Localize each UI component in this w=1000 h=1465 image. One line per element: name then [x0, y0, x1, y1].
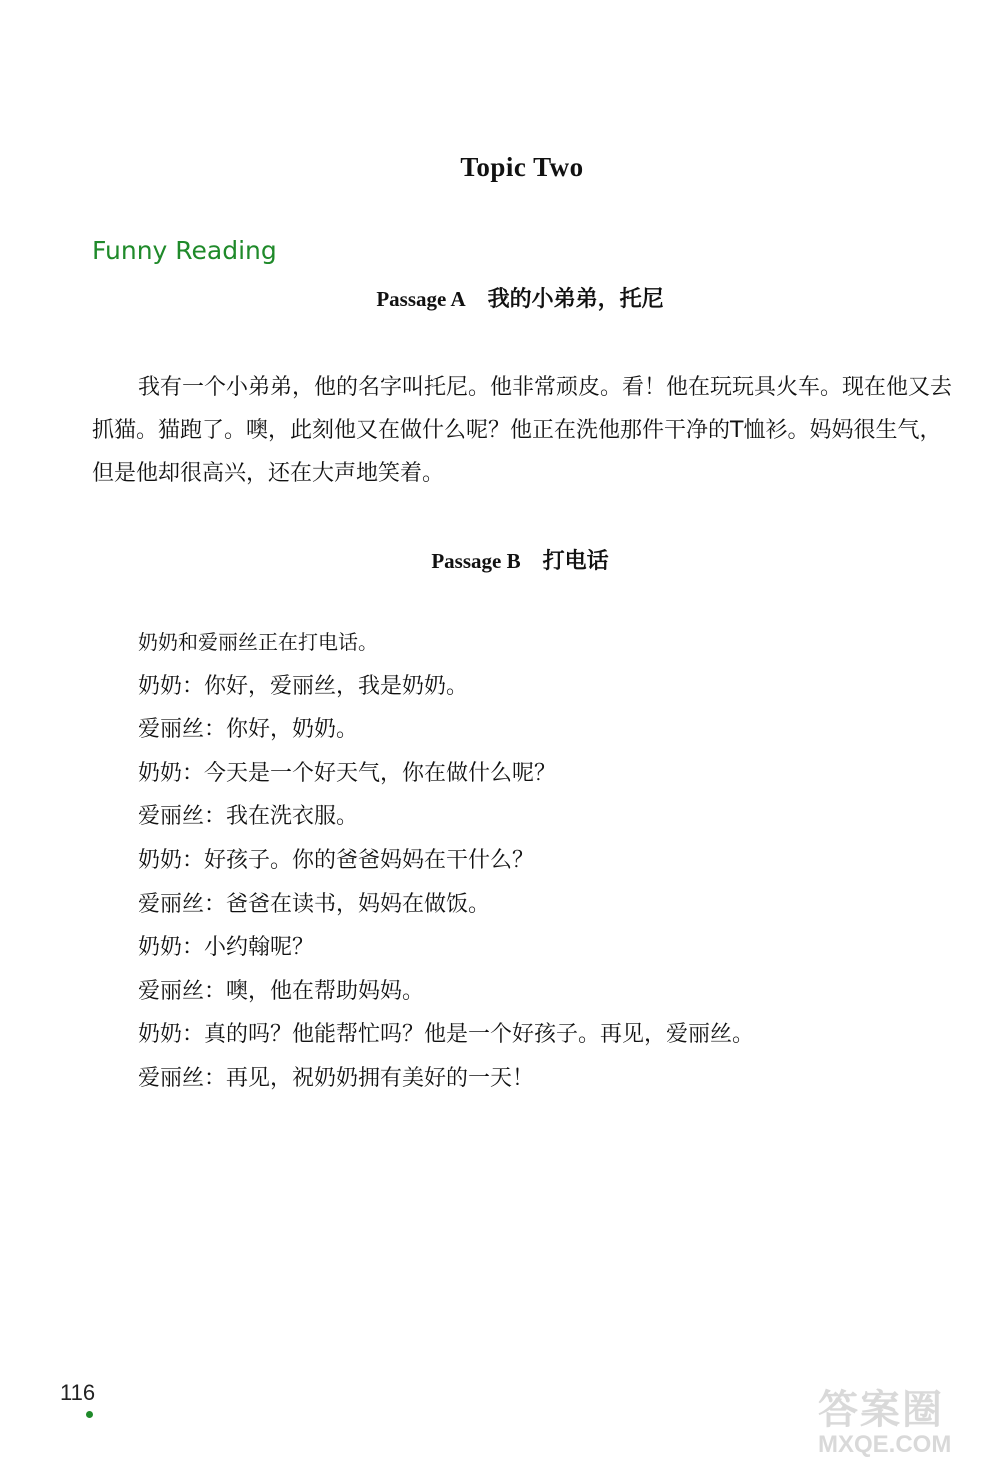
section-heading: Funny Reading: [92, 236, 277, 265]
dialogue-line: 奶奶和爱丽丝正在打电话。: [138, 630, 378, 654]
dialogue-line: 爱丽丝：爸爸在读书，妈妈在做饭。: [138, 891, 491, 917]
dialogue-line: 爱丽丝：你好，奶奶。: [138, 717, 359, 743]
watermark-logo: [818, 1378, 988, 1458]
passage-b-dialogue: [138, 621, 958, 1101]
passage-a-text: 我有一个小弟弟，他的名字叫托尼。他非常顽皮。看！他在玩玩具火车。现在他又去抓猫。猫跑了。噢，此刻他又在做什么呢？他正在洗他那件干净的T恤衫。妈妈很生气，但是他却很高兴，还在大声地笑着。: [92, 375, 953, 486]
passage-a-label: Passage A: [376, 287, 466, 311]
dialogue-line: 奶奶：今天是一个好天气，你在做什么呢？: [138, 760, 557, 786]
dialogue-line: 爱丽丝：噢，他在帮助妈妈。: [138, 978, 425, 1004]
passage-b-title: [0, 544, 1000, 575]
passage-a-cn-title: 我的小弟弟，托尼: [487, 287, 664, 312]
dialogue-line: 奶奶：小约翰呢？: [138, 935, 315, 961]
dialogue-line: 爱丽丝：我在洗衣服。: [138, 804, 359, 830]
passage-a-title: [0, 282, 1000, 313]
passage-b-label: Passage B: [431, 549, 521, 573]
watermark-url: MXQE.COM: [818, 1431, 952, 1458]
page-number-dot-icon: [86, 1411, 93, 1418]
passage-b-cn-title: 打电话: [542, 549, 609, 574]
dialogue-line: 爱丽丝：再见，祝奶奶拥有美好的一天！: [138, 1065, 535, 1091]
topic-title: Topic Two: [460, 152, 584, 182]
page-number: 116: [60, 1380, 96, 1405]
dialogue-line: 奶奶：真的吗？他能帮忙吗？他是一个好孩子。再见，爱丽丝。: [138, 1022, 755, 1048]
watermark-logo-text: 答案圈: [818, 1387, 944, 1433]
dialogue-line: 奶奶：你好，爱丽丝，我是奶奶。: [138, 673, 469, 699]
dialogue-line: 奶奶：好孩子。你的爸爸妈妈在干什么？: [138, 847, 535, 873]
